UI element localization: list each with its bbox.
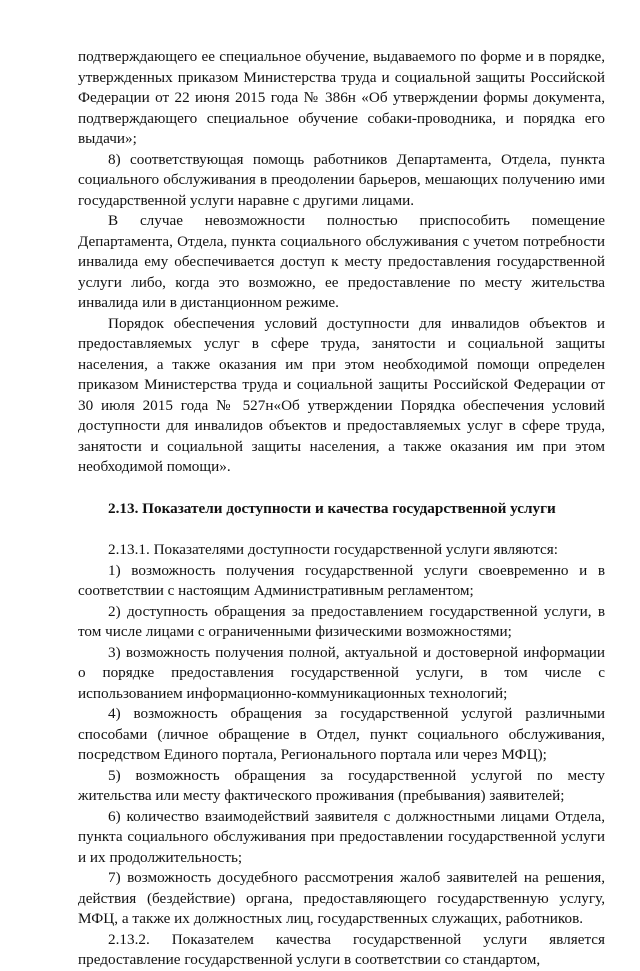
spacer [78,478,605,499]
list-item-7: 7) возможность досудебного рассмотрения жалоб заявителей на решения, действия (бездействие) органа, предоставляющего государственную услугу, МФЦ, а также их должностных лиц, государственных служащих, работников. [78,869,605,927]
paragraph-2-13-2: 2.13.2. Показателем качества государственной услуги является предоставление государственной услуги в соответствии со стандартом, [78,930,605,968]
spacer [78,519,605,540]
paragraph-continuation: подтверждающего ее специальное обучение, выдаваемого по форме и в порядке, утвержденных приказом Министерства труда и социальной защиты Российской Федерации от 22 июня 2015 года № 386н «Об утверждении формы документа, подтверждающего специальное обучение собаки-проводника, и порядка его выдачи»; [78,48,605,147]
list-item-5: 5) возможность обращения за государственной услугой по месту жительства или месту фактического проживания (пребывания) заявителей; [78,766,605,804]
section-heading: 2.13. Показатели доступности и качества государственной услуги [108,499,556,517]
paragraph-2-13-1: 2.13.1. Показателями доступности государственной услуги являются: [108,541,558,558]
list-item-6: 6) количество взаимодействий заявителя с должностными лицами Отдела, пункта социального обслуживания при предоставлении государственной услуги и их продолжительность; [78,807,605,866]
paragraph-procedure: Порядок обеспечения условий доступности для инвалидов объектов и предоставляемых услуг в сфере труда, занятости и социальной защиты населения, а также оказания им при этом необходимой помощи определен приказом Министерства труда и социальной защиты Российской Федерации от 30 июля 2015 года № 527н«Об утверждении Порядка обеспечения условий доступности для инвалидов объектов и предоставляемых услуг в сфере труда, занятости и социальной защиты населения, а также оказания им при этом необходимой помощи». [78,314,605,475]
list-item-4: 4) возможность обращения за государственной услугой различными способами (личное обращение в Отдел, пункт социального обслуживания, посредством Единого портала, Регионального портала или через МФЦ); [78,705,605,763]
paragraph-impossible-case: В случае невозможности полностью приспособить помещение Департамента, Отдела, пункта социального обслуживания с учетом потребности инвалида ему обеспечивается доступ к месту предоставления государственной услуги либо, когда это возможно, ее предоставление по месту жительства инвалида или в дистанционном режиме. [78,212,605,311]
list-item-1: 1) возможность получения государственной услуги своевременно и в соответствии с настоящим Административным регламентом; [78,561,605,599]
paragraph-item-8: 8) соответствующая помощь работников Департамента, Отдела, пункта социального обслуживания в преодолении барьеров, мешающих получению ими государственной услуги наравне с другими лицами. [78,150,605,209]
list-item-2: 2) доступность обращения за предоставлением государственной услуги, в том числе лицами с ограниченными физическими возможностями; [78,602,605,640]
list-item-3: 3) возможность получения полной, актуальной и достоверной информации о порядке предоставления государственной услуги, в том числе с использованием информационно-коммуникационных технологий; [78,643,605,702]
document-page [78,47,605,971]
